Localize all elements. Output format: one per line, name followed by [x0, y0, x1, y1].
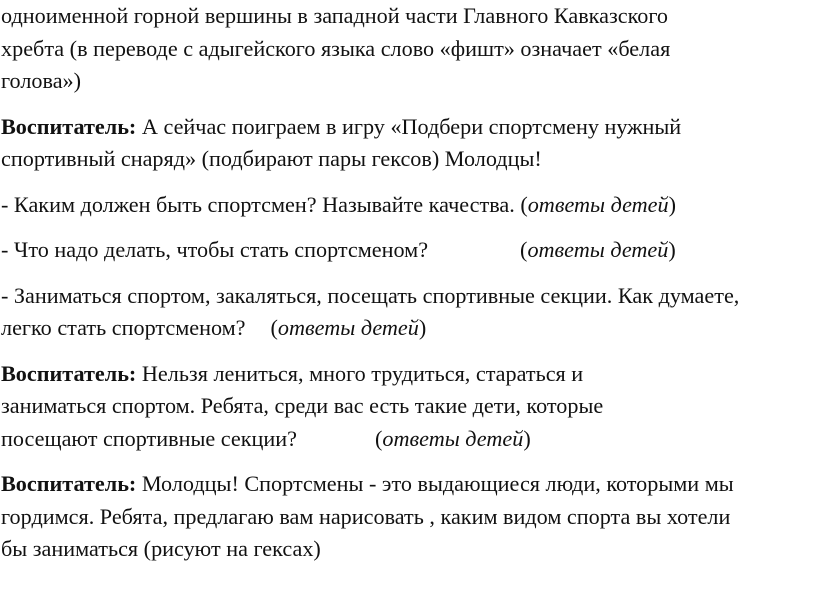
paragraph-dont-be-lazy: [1, 358, 813, 456]
speaker-label: Воспитатель:: [1, 113, 137, 139]
bracket: (: [520, 237, 528, 262]
paragraph-how-to-become: [1, 234, 813, 267]
paragraph-drawing-task: [1, 468, 813, 566]
text-line: [1, 468, 813, 501]
bracket: (: [270, 315, 278, 340]
speech-text: А сейчас поиграем в игру «Подбери спортсмену нужный: [136, 113, 682, 139]
speech-text: Молодцы! Спортсмены - это выдающиеся люди, которыми мы: [136, 471, 734, 496]
children-answers: ответы детей: [277, 315, 419, 340]
paragraph-game: [1, 111, 813, 176]
children-answers: ответы детей: [527, 237, 669, 262]
speaker-label: Воспитатель:: [1, 360, 137, 386]
bracket: ): [668, 191, 677, 217]
bracket: ): [668, 237, 676, 262]
speech-text: Нельзя лениться, много трудиться, стараться и: [136, 360, 584, 386]
text-line: [1, 358, 813, 391]
text-line: [1, 423, 813, 456]
text-line: [1, 234, 813, 267]
children-answers: ответы детей: [382, 425, 524, 451]
text-line: голова»): [1, 68, 82, 93]
document-page: [1, 0, 813, 566]
text-line: [1, 111, 813, 144]
text-line: хребта (в переводе с адыгейского языка слово «фишт» означает «белая: [1, 35, 671, 61]
bracket: ): [523, 425, 531, 451]
speaker-label: Воспитатель:: [1, 471, 137, 496]
question-text: легко стать спортсменом?: [1, 315, 246, 340]
bracket: ): [418, 315, 427, 340]
children-answers: ответы детей: [527, 191, 669, 217]
text-line: - Заниматься спортом, закаляться, посещать спортивные секции. Как думаете,: [1, 282, 740, 308]
text-line: заниматься спортом. Ребята, среди вас есть такие дети, которые: [1, 393, 604, 418]
bracket: (: [375, 425, 383, 451]
paragraph-fisht-meaning: [1, 0, 813, 98]
question-text: посещают спортивные секции?: [1, 425, 297, 451]
text-line: [1, 189, 813, 222]
question-text: - Что надо делать, чтобы стать спортсменом?: [1, 237, 429, 262]
question-text: - Каким должен быть спортсмен? Называйте качества. (: [1, 191, 528, 217]
text-line: одноименной горной вершины в западной части Главного Кавказского: [1, 3, 668, 28]
text-line: бы заниматься (рисуют на гексах): [1, 536, 321, 561]
paragraph-do-sports: [1, 280, 813, 345]
text-line: гордимся. Ребята, предлагаю вам нарисовать , каким видом спорта вы хотели: [1, 503, 731, 529]
text-line: спортивный снаряд» (подбирают пары гексов) Молодцы!: [1, 146, 542, 171]
text-line: [1, 312, 813, 345]
paragraph-athlete-qualities: [1, 189, 813, 222]
